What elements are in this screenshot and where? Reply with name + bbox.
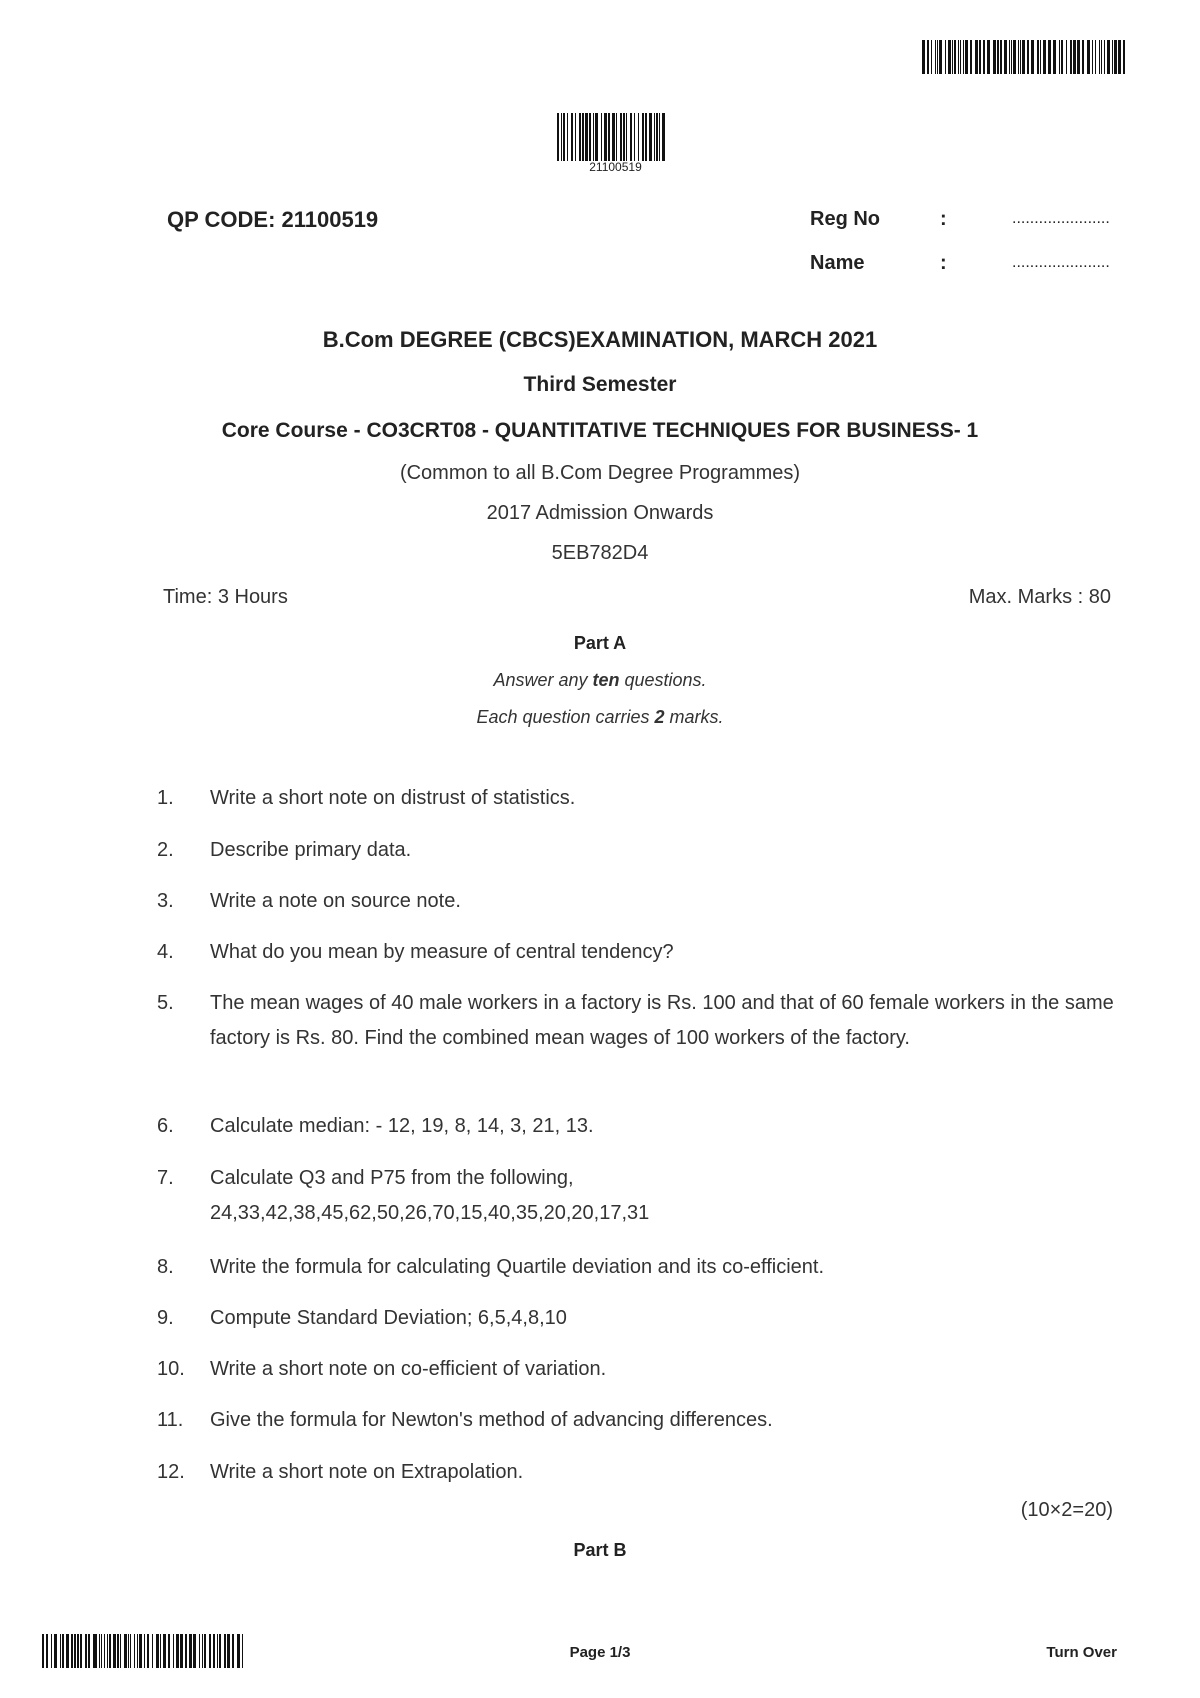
admission: 2017 Admission Onwards — [486, 502, 714, 524]
question-text: Calculate Q3 and P75 from the following, — [210, 1167, 574, 1189]
instr2-post: marks. — [664, 707, 724, 727]
question-11 — [157, 1403, 1117, 1438]
reg-no-field: ...................... — [1012, 210, 1110, 227]
question-number: 10. — [157, 1358, 185, 1380]
course-title: Core Course - CO3CRT08 - QUANTITATIVE TECHNIQUES FOR BUSINESS- 1 — [221, 419, 979, 442]
instr1-bold: ten — [592, 670, 620, 690]
reg-no-colon: : — [940, 208, 947, 230]
question-number: 4. — [157, 941, 174, 963]
instr2-bold: 2 — [654, 707, 665, 727]
question-12 — [157, 1455, 1117, 1490]
paper-code: 5EB782D4 — [551, 542, 649, 564]
reg-no-label: Reg No — [810, 208, 880, 230]
max-marks: Max. Marks : 80 — [968, 586, 1111, 608]
part-a-instruction-1 — [0, 670, 1200, 691]
instr1-post: questions. — [619, 670, 707, 690]
question-text: Describe primary data. — [210, 839, 412, 861]
question-text: Write a short note on co-efficient of variation. — [210, 1358, 607, 1380]
question-9 — [157, 1301, 1117, 1336]
question-number: 1. — [157, 787, 174, 809]
part-a-marks: (10×2=20) — [1020, 1499, 1113, 1521]
name-label: Name — [810, 252, 865, 274]
question-number: 6. — [157, 1115, 174, 1137]
barcode-number: 21100519 — [589, 160, 642, 174]
question-number: 2. — [157, 839, 174, 861]
part-a-instruction-2 — [0, 707, 1200, 728]
question-number: 5. — [157, 992, 174, 1014]
question-text: The mean wages of 40 male workers in a factory is Rs. 100 and that of 60 female workers in the same factory is Rs. 80. Find the combined mean wages of 100 workers of the factory. — [210, 992, 1114, 1049]
question-4 — [157, 935, 1117, 970]
instr1-pre: Answer any — [493, 670, 593, 690]
question-text: Write a short note on Extrapolation. — [210, 1461, 524, 1483]
question-8 — [157, 1250, 1117, 1285]
part-a-title: Part A — [573, 633, 627, 653]
question-number: 8. — [157, 1256, 174, 1278]
question-5 — [157, 986, 1117, 1056]
question-text: Write a note on source note. — [210, 890, 461, 912]
question-number: 11. — [157, 1409, 184, 1431]
instr2-pre: Each question carries — [476, 707, 655, 727]
part-b-title: Part B — [573, 1540, 627, 1560]
name-field: ...................... — [1012, 254, 1110, 271]
question-number: 12. — [157, 1461, 185, 1483]
barcode-bar — [1125, 40, 1128, 74]
question-text: Write a short note on distrust of statistics. — [210, 787, 576, 809]
question-text: Write the formula for calculating Quartile deviation and its co-efficient. — [210, 1256, 825, 1278]
question-text: Compute Standard Deviation; 6,5,4,8,10 — [210, 1307, 567, 1329]
question-data: 24,33,42,38,45,62,50,26,70,15,40,35,20,20,17,31 — [210, 1202, 650, 1224]
center-barcode-icon — [557, 113, 674, 161]
question-6 — [157, 1109, 1117, 1144]
question-text: What do you mean by measure of central tendency? — [210, 941, 674, 963]
page-number: Page 1/3 — [569, 1644, 631, 1661]
question-3 — [157, 884, 1117, 919]
name-colon: : — [940, 252, 947, 274]
question-number: 3. — [157, 890, 174, 912]
question-number: 7. — [157, 1167, 174, 1189]
question-text: Give the formula for Newton's method of advancing differences. — [210, 1409, 773, 1431]
question-10 — [157, 1352, 1117, 1387]
time-allowed: Time: 3 Hours — [163, 586, 288, 608]
barcode-bar — [665, 113, 667, 161]
top-right-barcode-icon — [922, 40, 1128, 74]
semester: Third Semester — [523, 373, 677, 396]
exam-title: B.Com DEGREE (CBCS)EXAMINATION, MARCH 2021 — [322, 327, 878, 352]
question-text: Calculate median: - 12, 19, 8, 14, 3, 21, 13. — [210, 1115, 594, 1137]
question-number: 9. — [157, 1307, 174, 1329]
turn-over: Turn Over — [1046, 1644, 1117, 1661]
question-2 — [157, 833, 1117, 868]
common-note: (Common to all B.Com Degree Programmes) — [399, 462, 801, 484]
question-1 — [157, 781, 1117, 816]
question-7 — [157, 1161, 1117, 1231]
qp-code: QP CODE: 21100519 — [167, 207, 379, 232]
